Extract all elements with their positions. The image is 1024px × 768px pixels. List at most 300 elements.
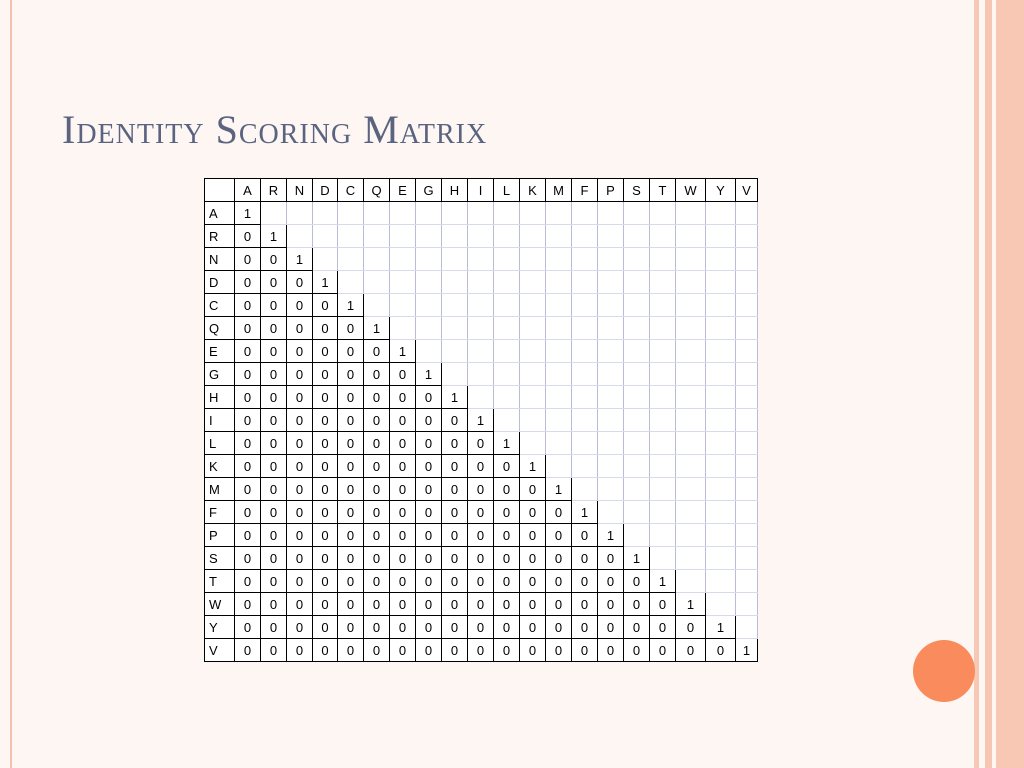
matrix-cell: 0: [676, 616, 706, 639]
matrix-empty-cell: [676, 225, 706, 248]
matrix-empty-cell: [706, 271, 736, 294]
matrix-empty-cell: [598, 202, 624, 225]
matrix-empty-cell: [416, 317, 442, 340]
matrix-cell: 0: [287, 409, 313, 432]
matrix-cell: 0: [520, 478, 546, 501]
matrix-cell: 0: [494, 455, 520, 478]
matrix-empty-cell: [736, 593, 758, 616]
row-header: P: [205, 524, 235, 547]
matrix-cell: 0: [364, 432, 390, 455]
matrix-empty-cell: [572, 432, 598, 455]
matrix-empty-cell: [598, 409, 624, 432]
matrix-empty-cell: [520, 409, 546, 432]
matrix-cell: 0: [390, 455, 416, 478]
matrix-cell: 0: [442, 409, 468, 432]
matrix-cell: 0: [390, 363, 416, 386]
matrix-empty-cell: [598, 386, 624, 409]
matrix-cell: 1: [706, 616, 736, 639]
matrix-empty-cell: [676, 547, 706, 570]
matrix-cell: 0: [468, 547, 494, 570]
matrix-empty-cell: [706, 501, 736, 524]
matrix-empty-cell: [676, 409, 706, 432]
matrix-empty-cell: [494, 340, 520, 363]
matrix-cell: 0: [287, 547, 313, 570]
matrix-cell: 0: [235, 478, 261, 501]
slide-title: Identity Scoring Matrix: [62, 107, 488, 152]
matrix-empty-cell: [494, 225, 520, 248]
matrix-corner-cell: [205, 179, 235, 202]
matrix-cell: 0: [468, 639, 494, 662]
row-header: I: [205, 409, 235, 432]
matrix-empty-cell: [736, 616, 758, 639]
matrix-cell: 0: [261, 616, 287, 639]
matrix-empty-cell: [598, 340, 624, 363]
matrix-cell: 0: [261, 455, 287, 478]
matrix-empty-cell: [650, 455, 676, 478]
matrix-cell: 0: [235, 547, 261, 570]
matrix-empty-cell: [442, 317, 468, 340]
column-header: S: [624, 179, 650, 202]
matrix-empty-cell: [624, 340, 650, 363]
matrix-cell: 0: [235, 432, 261, 455]
matrix-empty-cell: [650, 547, 676, 570]
matrix-cell: 0: [624, 616, 650, 639]
matrix-cell: 1: [494, 432, 520, 455]
matrix-empty-cell: [676, 340, 706, 363]
matrix-cell: 1: [416, 363, 442, 386]
matrix-cell: 0: [235, 317, 261, 340]
matrix-cell: 0: [364, 478, 390, 501]
matrix-empty-cell: [261, 202, 287, 225]
row-header: N: [205, 248, 235, 271]
matrix-cell: 0: [364, 570, 390, 593]
matrix-cell: 1: [546, 478, 572, 501]
matrix-empty-cell: [676, 478, 706, 501]
matrix-cell: 0: [572, 547, 598, 570]
matrix-empty-cell: [546, 317, 572, 340]
matrix-cell: 0: [494, 547, 520, 570]
matrix-empty-cell: [650, 317, 676, 340]
matrix-empty-cell: [650, 409, 676, 432]
matrix-cell: 0: [416, 432, 442, 455]
matrix-cell: 0: [338, 570, 364, 593]
row-header: K: [205, 455, 235, 478]
matrix-cell: 0: [287, 271, 313, 294]
matrix-empty-cell: [364, 225, 390, 248]
matrix-cell: 0: [598, 547, 624, 570]
matrix-empty-cell: [416, 225, 442, 248]
matrix-cell: 0: [313, 455, 338, 478]
matrix-cell: 1: [261, 225, 287, 248]
matrix-empty-cell: [676, 524, 706, 547]
matrix-row: [205, 409, 758, 432]
matrix-cell: 0: [390, 386, 416, 409]
column-header: N: [287, 179, 313, 202]
matrix-cell: 0: [546, 639, 572, 662]
matrix-empty-cell: [650, 225, 676, 248]
column-header: Q: [364, 179, 390, 202]
matrix-cell: 0: [313, 524, 338, 547]
matrix-cell: 0: [338, 340, 364, 363]
matrix-empty-cell: [520, 432, 546, 455]
matrix-empty-cell: [624, 524, 650, 547]
matrix-empty-cell: [442, 271, 468, 294]
matrix-cell: 0: [442, 547, 468, 570]
matrix-cell: 0: [364, 547, 390, 570]
matrix-empty-cell: [572, 409, 598, 432]
matrix-cell: 0: [338, 386, 364, 409]
matrix-empty-cell: [364, 248, 390, 271]
matrix-cell: 0: [313, 478, 338, 501]
matrix-cell: 0: [313, 294, 338, 317]
matrix-empty-cell: [624, 501, 650, 524]
matrix-empty-cell: [706, 225, 736, 248]
matrix-cell: 0: [598, 570, 624, 593]
matrix-cell: 0: [468, 501, 494, 524]
matrix-cell: 0: [313, 317, 338, 340]
matrix-empty-cell: [736, 340, 758, 363]
matrix-empty-cell: [650, 294, 676, 317]
matrix-cell: 0: [416, 547, 442, 570]
matrix-empty-cell: [706, 593, 736, 616]
matrix-empty-cell: [546, 386, 572, 409]
matrix-empty-cell: [468, 363, 494, 386]
matrix-cell: 0: [494, 524, 520, 547]
matrix-empty-cell: [650, 340, 676, 363]
matrix-cell: 0: [390, 616, 416, 639]
matrix-empty-cell: [494, 317, 520, 340]
matrix-row: [205, 294, 758, 317]
matrix-cell: 0: [390, 547, 416, 570]
matrix-empty-cell: [706, 294, 736, 317]
matrix-empty-cell: [598, 363, 624, 386]
matrix-empty-cell: [572, 225, 598, 248]
matrix-cell: 0: [235, 225, 261, 248]
matrix-empty-cell: [546, 225, 572, 248]
matrix-empty-cell: [736, 478, 758, 501]
matrix-empty-cell: [364, 271, 390, 294]
column-header: L: [494, 179, 520, 202]
matrix-cell: 0: [261, 317, 287, 340]
matrix-cell: 1: [676, 593, 706, 616]
matrix-empty-cell: [572, 271, 598, 294]
matrix-empty-cell: [650, 386, 676, 409]
matrix-cell: 0: [313, 363, 338, 386]
matrix-cell: 0: [261, 432, 287, 455]
matrix-empty-cell: [706, 340, 736, 363]
matrix-empty-cell: [736, 248, 758, 271]
matrix-row: [205, 478, 758, 501]
matrix-empty-cell: [520, 317, 546, 340]
matrix-empty-cell: [736, 317, 758, 340]
matrix-cell: 0: [442, 432, 468, 455]
column-header: M: [546, 179, 572, 202]
matrix-cell: 0: [313, 386, 338, 409]
matrix-empty-cell: [676, 455, 706, 478]
matrix-cell: 0: [494, 501, 520, 524]
matrix-empty-cell: [706, 202, 736, 225]
matrix-cell: 0: [364, 340, 390, 363]
matrix-cell: 0: [261, 294, 287, 317]
matrix-empty-cell: [624, 225, 650, 248]
matrix-empty-cell: [624, 317, 650, 340]
matrix-cell: 0: [546, 524, 572, 547]
matrix-cell: 0: [364, 363, 390, 386]
matrix-empty-cell: [442, 248, 468, 271]
matrix-cell: 0: [313, 616, 338, 639]
matrix-cell: 0: [468, 455, 494, 478]
matrix-cell: 0: [261, 593, 287, 616]
column-header: V: [736, 179, 758, 202]
matrix-empty-cell: [650, 248, 676, 271]
matrix-cell: 0: [235, 616, 261, 639]
row-header: D: [205, 271, 235, 294]
matrix-empty-cell: [494, 409, 520, 432]
matrix-cell: 0: [261, 363, 287, 386]
matrix-cell: 0: [650, 616, 676, 639]
matrix-empty-cell: [468, 294, 494, 317]
matrix-cell: 0: [364, 501, 390, 524]
matrix-cell: 0: [494, 593, 520, 616]
matrix-empty-cell: [572, 455, 598, 478]
row-header: R: [205, 225, 235, 248]
matrix-empty-cell: [520, 386, 546, 409]
matrix-empty-cell: [546, 363, 572, 386]
matrix-empty-cell: [624, 294, 650, 317]
matrix-empty-cell: [676, 363, 706, 386]
matrix-row: [205, 455, 758, 478]
matrix-cell: 0: [235, 363, 261, 386]
matrix-empty-cell: [416, 340, 442, 363]
matrix-empty-cell: [706, 409, 736, 432]
matrix-empty-cell: [676, 432, 706, 455]
matrix-cell: 0: [287, 524, 313, 547]
matrix-cell: 0: [390, 639, 416, 662]
matrix-empty-cell: [650, 202, 676, 225]
matrix-cell: 0: [313, 432, 338, 455]
matrix-empty-cell: [624, 202, 650, 225]
matrix-cell: 0: [416, 409, 442, 432]
matrix-cell: 1: [235, 202, 261, 225]
matrix-cell: 0: [338, 593, 364, 616]
matrix-cell: 0: [468, 593, 494, 616]
matrix-empty-cell: [520, 340, 546, 363]
matrix-empty-cell: [390, 294, 416, 317]
column-header: G: [416, 179, 442, 202]
matrix-empty-cell: [572, 317, 598, 340]
matrix-cell: 1: [624, 547, 650, 570]
column-header: C: [338, 179, 364, 202]
matrix-cell: 1: [598, 524, 624, 547]
matrix-row: [205, 639, 758, 662]
matrix-empty-cell: [494, 363, 520, 386]
matrix-cell: 0: [520, 570, 546, 593]
matrix-empty-cell: [546, 202, 572, 225]
matrix-cell: 0: [338, 547, 364, 570]
matrix-cell: 0: [416, 386, 442, 409]
matrix-cell: 1: [468, 409, 494, 432]
matrix-empty-cell: [416, 294, 442, 317]
matrix-body: [205, 202, 758, 662]
matrix-empty-cell: [598, 317, 624, 340]
matrix-row: [205, 524, 758, 547]
matrix-empty-cell: [416, 202, 442, 225]
matrix-empty-cell: [572, 386, 598, 409]
matrix-empty-cell: [313, 225, 338, 248]
matrix-cell: 0: [287, 616, 313, 639]
matrix-cell: 0: [235, 340, 261, 363]
matrix-cell: 0: [598, 639, 624, 662]
matrix-cell: 0: [287, 501, 313, 524]
matrix-cell: 0: [468, 570, 494, 593]
column-header: P: [598, 179, 624, 202]
matrix-empty-cell: [650, 432, 676, 455]
matrix-cell: 0: [313, 409, 338, 432]
matrix-empty-cell: [390, 248, 416, 271]
matrix-row: [205, 363, 758, 386]
matrix-empty-cell: [598, 248, 624, 271]
matrix-cell: 0: [546, 547, 572, 570]
matrix-cell: 0: [261, 271, 287, 294]
matrix-cell: 0: [235, 524, 261, 547]
matrix-cell: 0: [287, 294, 313, 317]
matrix-cell: 0: [520, 547, 546, 570]
matrix-empty-cell: [706, 524, 736, 547]
matrix-cell: 1: [520, 455, 546, 478]
matrix-cell: 0: [338, 524, 364, 547]
matrix-empty-cell: [706, 248, 736, 271]
matrix-row: [205, 570, 758, 593]
matrix-cell: 0: [390, 478, 416, 501]
matrix-empty-cell: [624, 271, 650, 294]
matrix-cell: 0: [235, 639, 261, 662]
matrix-cell: 0: [261, 524, 287, 547]
matrix-cell: 0: [338, 478, 364, 501]
matrix-cell: 0: [313, 593, 338, 616]
identity-matrix-table: [204, 178, 758, 662]
matrix-cell: 1: [442, 386, 468, 409]
row-header: V: [205, 639, 235, 662]
matrix-cell: 0: [546, 570, 572, 593]
matrix-empty-cell: [520, 248, 546, 271]
matrix-cell: 1: [390, 340, 416, 363]
matrix-cell: 0: [650, 639, 676, 662]
matrix-empty-cell: [494, 248, 520, 271]
matrix-empty-cell: [706, 363, 736, 386]
matrix-empty-cell: [624, 478, 650, 501]
matrix-empty-cell: [442, 294, 468, 317]
column-header: K: [520, 179, 546, 202]
matrix-empty-cell: [468, 225, 494, 248]
matrix-empty-cell: [287, 225, 313, 248]
matrix-cell: 0: [364, 593, 390, 616]
matrix-cell: 0: [468, 432, 494, 455]
matrix-row: [205, 386, 758, 409]
matrix-empty-cell: [287, 202, 313, 225]
matrix-cell: 0: [235, 593, 261, 616]
matrix-cell: 0: [598, 616, 624, 639]
matrix-cell: 0: [364, 409, 390, 432]
matrix-empty-cell: [494, 294, 520, 317]
matrix-empty-cell: [494, 386, 520, 409]
matrix-empty-cell: [650, 524, 676, 547]
matrix-cell: 0: [313, 501, 338, 524]
matrix-empty-cell: [676, 248, 706, 271]
column-header: W: [676, 179, 706, 202]
column-header: D: [313, 179, 338, 202]
matrix-empty-cell: [313, 202, 338, 225]
matrix-empty-cell: [546, 340, 572, 363]
matrix-empty-cell: [598, 432, 624, 455]
matrix-empty-cell: [706, 386, 736, 409]
matrix-empty-cell: [736, 547, 758, 570]
matrix-empty-cell: [706, 547, 736, 570]
matrix-row: [205, 202, 758, 225]
matrix-empty-cell: [624, 409, 650, 432]
matrix-empty-cell: [520, 271, 546, 294]
matrix-cell: 0: [546, 593, 572, 616]
row-header: G: [205, 363, 235, 386]
matrix-cell: 0: [624, 593, 650, 616]
matrix-empty-cell: [650, 271, 676, 294]
matrix-empty-cell: [650, 478, 676, 501]
matrix-cell: 0: [287, 455, 313, 478]
matrix-cell: 0: [235, 570, 261, 593]
matrix-empty-cell: [364, 202, 390, 225]
matrix-empty-cell: [546, 455, 572, 478]
matrix-empty-cell: [624, 386, 650, 409]
matrix-empty-cell: [520, 202, 546, 225]
matrix-cell: 0: [261, 409, 287, 432]
matrix-empty-cell: [390, 317, 416, 340]
column-header: E: [390, 179, 416, 202]
matrix-cell: 0: [287, 432, 313, 455]
matrix-cell: 0: [364, 524, 390, 547]
decorative-stripes: [974, 0, 1024, 768]
matrix-cell: 0: [494, 570, 520, 593]
matrix-cell: 0: [338, 501, 364, 524]
matrix-cell: 1: [736, 639, 758, 662]
row-header: W: [205, 593, 235, 616]
matrix-empty-cell: [676, 271, 706, 294]
matrix-cell: 0: [235, 409, 261, 432]
row-header: Y: [205, 616, 235, 639]
matrix-cell: 0: [572, 570, 598, 593]
matrix-row: [205, 248, 758, 271]
column-header: H: [442, 179, 468, 202]
matrix-empty-cell: [572, 340, 598, 363]
matrix-cell: 0: [494, 639, 520, 662]
matrix-cell: 0: [364, 455, 390, 478]
matrix-empty-cell: [520, 225, 546, 248]
matrix-empty-cell: [416, 271, 442, 294]
matrix-cell: 0: [624, 570, 650, 593]
matrix-empty-cell: [676, 501, 706, 524]
matrix-cell: 0: [235, 501, 261, 524]
column-header: Y: [706, 179, 736, 202]
matrix-cell: 0: [235, 248, 261, 271]
matrix-cell: 0: [520, 501, 546, 524]
matrix-cell: 0: [261, 386, 287, 409]
matrix-empty-cell: [624, 455, 650, 478]
matrix-cell: 0: [520, 616, 546, 639]
matrix-empty-cell: [736, 570, 758, 593]
left-border-line: [10, 0, 12, 768]
matrix-empty-cell: [736, 271, 758, 294]
matrix-empty-cell: [494, 271, 520, 294]
matrix-cell: 0: [416, 455, 442, 478]
matrix-cell: 1: [287, 248, 313, 271]
